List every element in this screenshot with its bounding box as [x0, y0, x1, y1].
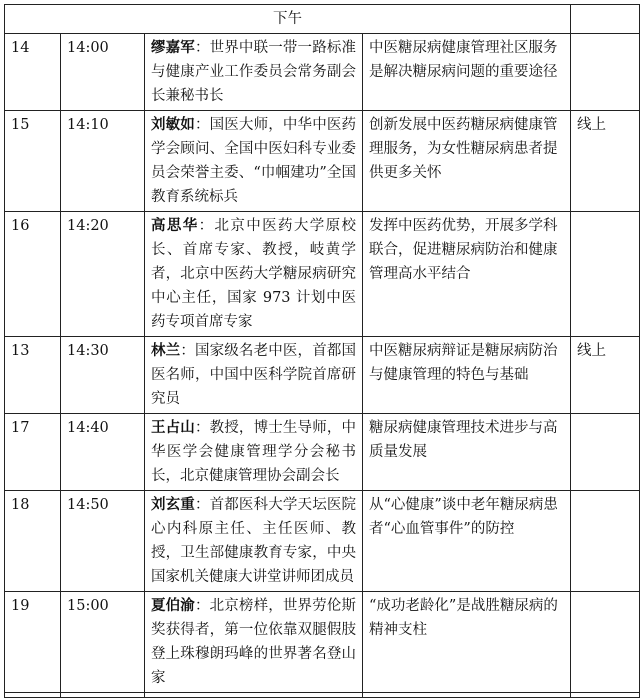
- speaker-description: ：北京榜样，世界劳伦斯奖获得者，第一位依靠双腿假肢登上珠穆朗玛峰的世界著名登山家: [151, 598, 357, 686]
- speaker-description: ：教授，博士生导师，中华医学会健康管理学分会秘书长，北京健康管理协会副会长: [151, 420, 357, 484]
- row-mode: [571, 414, 640, 491]
- table-row-cutoff: [5, 693, 640, 698]
- row-time: 14:10: [61, 111, 145, 212]
- cutoff-cell: [145, 693, 363, 698]
- speaker-description: ：世界中联一带一路标准与健康产业工作委员会常务副会长兼秘书长: [151, 40, 357, 104]
- row-time: 14:20: [61, 212, 145, 337]
- row-time: 14:00: [61, 34, 145, 111]
- row-speaker: [145, 212, 363, 337]
- cutoff-cell: [5, 693, 61, 698]
- row-mode: [571, 491, 640, 592]
- row-speaker: [145, 111, 363, 212]
- cutoff-cell: [363, 693, 571, 698]
- row-mode: [571, 34, 640, 111]
- speaker-name: 王占山: [151, 419, 195, 436]
- table-row: [5, 414, 640, 491]
- speaker-name: 林兰: [151, 342, 181, 359]
- row-time: 15:00: [61, 592, 145, 693]
- row-mode: [571, 592, 640, 693]
- row-topic: 发挥中医药优势，开展多学科联合，促进糖尿病防治和健康管理高水平结合: [363, 212, 571, 337]
- speaker-name: 缪嘉军: [151, 39, 195, 56]
- row-number: 14: [5, 34, 61, 111]
- row-mode: [571, 212, 640, 337]
- table-row: [5, 212, 640, 337]
- table-row: [5, 491, 640, 592]
- row-time: 14:40: [61, 414, 145, 491]
- table-row: [5, 592, 640, 693]
- row-time: 14:50: [61, 491, 145, 592]
- row-speaker: [145, 34, 363, 111]
- row-number: 18: [5, 491, 61, 592]
- row-topic: 中医糖尿病健康管理社区服务是解决糖尿病问题的重要途径: [363, 34, 571, 111]
- row-speaker: [145, 414, 363, 491]
- row-number: 15: [5, 111, 61, 212]
- cutoff-cell: [571, 693, 640, 698]
- speaker-name: 刘敏如: [151, 116, 195, 133]
- row-topic: 创新发展中医药糖尿病健康管理服务，为女性糖尿病患者提供更多关怀: [363, 111, 571, 212]
- speaker-description: ：首都医科大学天坛医院心内科原主任、主任医师、教授，卫生部健康教育专家，中央国家机关健康大讲堂讲师团成员: [151, 497, 357, 585]
- row-number: 17: [5, 414, 61, 491]
- section-header-row: [5, 5, 640, 34]
- cutoff-cell: [61, 693, 145, 698]
- row-speaker: [145, 491, 363, 592]
- speaker-description: ：国家级名老中医，首都国医名师，中国中医科学院首席研究员: [151, 343, 357, 407]
- row-number: 19: [5, 592, 61, 693]
- row-speaker: [145, 337, 363, 414]
- row-number: 16: [5, 212, 61, 337]
- row-time: 14:30: [61, 337, 145, 414]
- row-number: 13: [5, 337, 61, 414]
- section-header-blank: [571, 5, 640, 34]
- schedule-table: [4, 4, 640, 698]
- speaker-name: 刘玄重: [151, 496, 195, 513]
- table-row: [5, 34, 640, 111]
- row-topic: 从“心健康”谈中老年糖尿病患者“心血管事件”的防控: [363, 491, 571, 592]
- speaker-description: ：国医大师，中华中医药学会顾问、全国中医妇科专业委员会荣誉主委、“巾帼建功”全国教育系统标兵: [151, 117, 357, 205]
- speaker-name: 夏伯渝: [151, 597, 195, 614]
- table-row: [5, 111, 640, 212]
- section-header: 下午: [5, 5, 571, 34]
- row-mode: 线上: [571, 111, 640, 212]
- row-mode: 线上: [571, 337, 640, 414]
- row-topic: 糖尿病健康管理技术进步与高质量发展: [363, 414, 571, 491]
- table-row: [5, 337, 640, 414]
- row-speaker: [145, 592, 363, 693]
- row-topic: “成功老龄化”是战胜糖尿病的精神支柱: [363, 592, 571, 693]
- speaker-name: 高思华: [151, 217, 199, 234]
- speaker-description: ：北京中医药大学原校长、首席专家、教授，岐黄学者，北京中医药大学糖尿病研究中心主任，国家 973 计划中医药专项首席专家: [151, 218, 356, 330]
- row-topic: 中医糖尿病辩证是糖尿病防治与健康管理的特色与基础: [363, 337, 571, 414]
